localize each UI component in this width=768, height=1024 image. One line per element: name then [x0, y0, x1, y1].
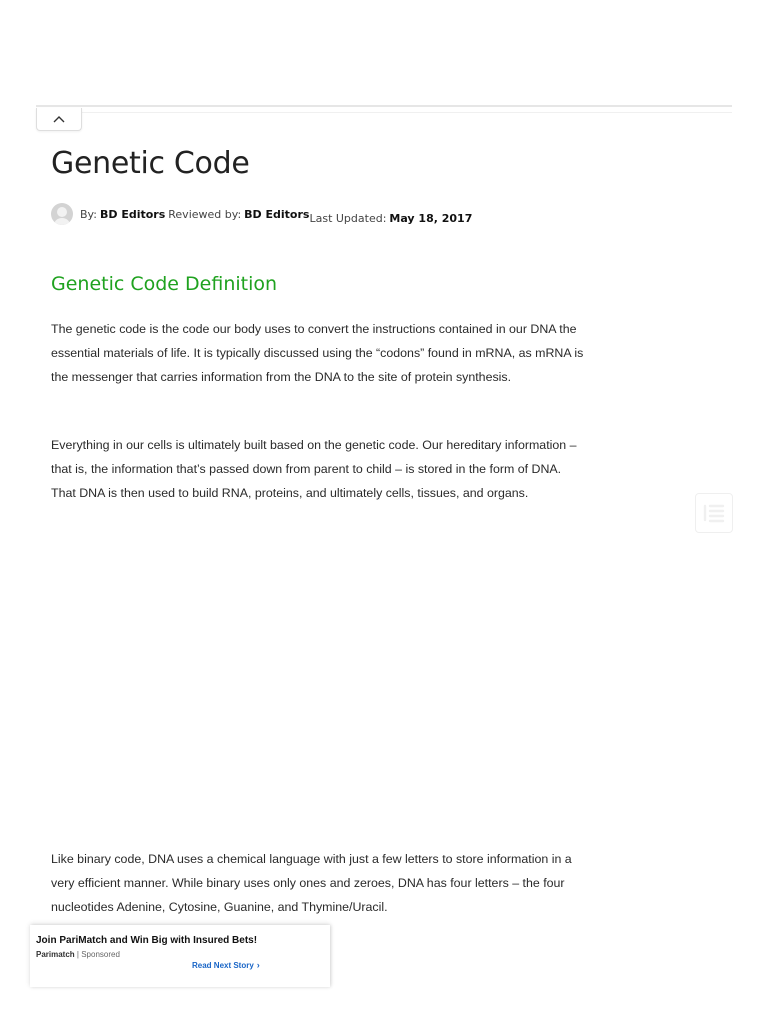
chevron-up-icon — [53, 115, 65, 123]
ad-advertiser: Parimatch — [36, 950, 75, 959]
reviewer-link[interactable]: BD Editors — [244, 207, 310, 221]
list-icon — [703, 502, 725, 524]
ad-source — [36, 950, 120, 959]
ad-separator: | — [74, 950, 82, 959]
user-avatar-icon — [51, 203, 73, 225]
paragraph-definition: The genetic code is the code our body uses to convert the instructions contained in our DNA the essential materials of life. It is typically discussed using the “codons” found in mRNA, as mRNA is the messenger that carries information from the DNA to the site of protein synthesis. — [51, 322, 584, 384]
byline — [51, 202, 472, 226]
ad-sponsored-label: Sponsored — [81, 950, 120, 959]
updated-label: Last Updated: — [309, 211, 387, 225]
by-label: By: — [80, 207, 97, 221]
section-heading: Genetic Code Definition — [51, 273, 278, 295]
read-next-label: Read Next Story — [192, 961, 254, 970]
read-next-story-link[interactable] — [192, 960, 260, 970]
header-divider — [36, 105, 732, 107]
sponsored-ad-card[interactable] — [30, 925, 330, 987]
page-title: Genetic Code — [51, 146, 250, 181]
updated-date: May 18, 2017 — [389, 211, 473, 225]
author-link[interactable]: BD Editors — [99, 207, 166, 221]
header-divider-secondary — [82, 112, 732, 113]
paragraph-binary: Like binary code, DNA uses a chemical language with just a few letters to store information in a very efficient manner. While binary uses only ones and zeroes, DNA has four letters – the four nucleotides Adenine, Cytosine, Guanine, and Thymine/Uracil. — [51, 852, 572, 914]
collapse-header-button[interactable] — [36, 108, 82, 131]
ad-title[interactable]: Join PariMatch and Win Big with Insured Bets! — [36, 935, 258, 946]
table-of-contents-button[interactable] — [695, 493, 733, 533]
reviewed-label: Reviewed by: — [168, 207, 242, 221]
paragraph-hereditary: Everything in our cells is ultimately built based on the genetic code. Our hereditary information – that is, the information that’s passed down from parent to child – is stored in the form of DNA. That DNA is then used to build RNA, proteins, and ultimately cells, tissues, and organs. — [51, 438, 577, 500]
chevron-right-icon: › — [256, 960, 260, 970]
